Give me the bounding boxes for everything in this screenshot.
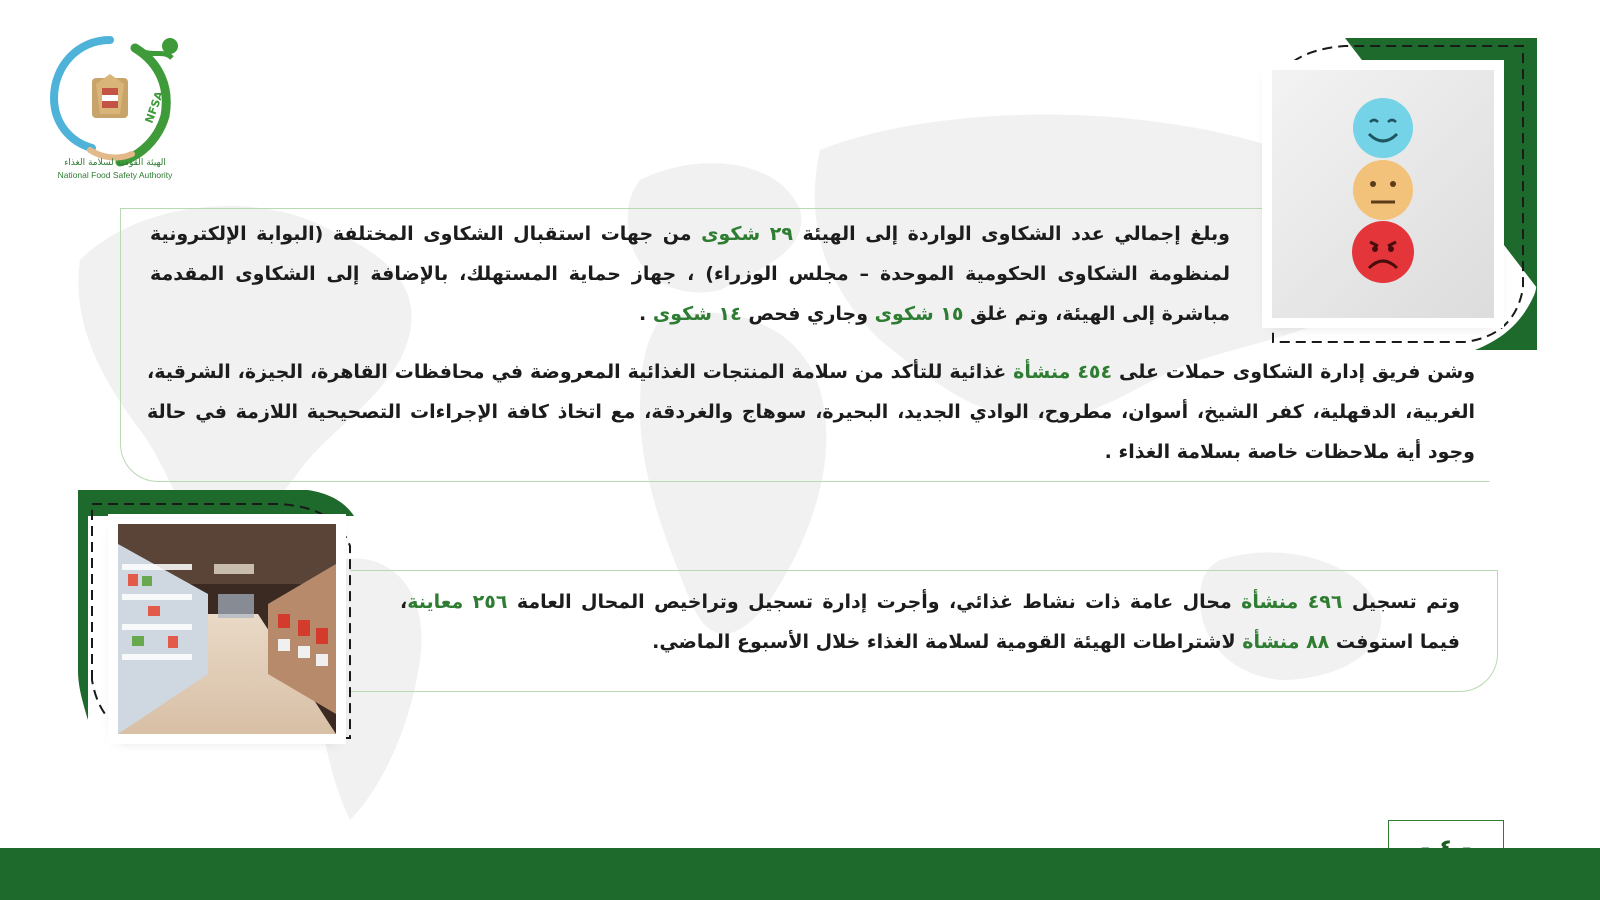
text-span: . — [639, 303, 653, 325]
highlight-facilities-registered: ٤٩٦ منشأة — [1241, 591, 1343, 613]
highlight-complaints-total: ٢٩ شكوى — [701, 223, 793, 245]
highlight-facilities-compliant: ٨٨ منشأة — [1242, 631, 1330, 653]
text-span: وشن فريق إدارة الشكاوى حملات على — [1112, 361, 1476, 383]
text-span: وجاري فحص — [741, 303, 875, 325]
supermarket-aisle-photo — [118, 524, 336, 734]
emoji-faces-illustration — [1272, 70, 1494, 318]
registration-paragraph — [400, 582, 1460, 662]
text-span: وبلغ إجمالي عدد الشكاوى الواردة إلى الهيئة — [792, 223, 1230, 245]
supermarket-aisle-illustration — [118, 524, 336, 734]
text-span: من جهات استقبال الشكاوى المختلفة (البوابة الإلكترونية لمنظومة الشكاوى الحكومية الموحدة – مجلس الوزراء) ، جهاز حماية المستهلك، بالإضافة إلى الشكاوى المقدمة مباشرة إلى الهيئة، وتم غلق — [150, 223, 1230, 325]
text-span: لاشتراطات الهيئة القومية لسلامة الغذاء خلال الأسبوع الماضي. — [652, 631, 1243, 653]
complaints-summary-paragraph — [150, 214, 1230, 334]
text-span: محال عامة ذات نشاط غذائي، وأجرت إدارة تسجيل وتراخيص المحال العامة — [507, 591, 1242, 613]
highlight-inspections: ٢٥٦ معاينة — [407, 591, 508, 613]
highlight-complaints-pending: ١٤ شكوى — [652, 303, 742, 325]
highlight-complaints-closed: ١٥ شكوى — [874, 303, 964, 325]
emoji-rating-photo — [1272, 70, 1494, 318]
logo-english-name: National Food Safety Authority — [57, 170, 173, 180]
text-span: وتم تسجيل — [1342, 591, 1460, 613]
inspection-campaigns-paragraph — [147, 352, 1475, 472]
text-span: ، فيما استوفت — [400, 591, 1460, 653]
text-span: غذائية للتأكد من سلامة المنتجات الغذائية المعروضة في محافظات القاهرة، الجيزة، الشرقية، الغربية، الدقهلية، كفر الشيخ، أسوان، مطروح، الوادي الجديد، البحيرة، سوهاج والغردقة، مع اتخاذ كافة الإجراءات التصحيحية اللازمة في حالة وجود أية ملاحظات خاصة بسلامة الغذاء . — [147, 361, 1475, 463]
logo-arabic-name: الهيئة القومية لسلامة الغذاء — [64, 158, 166, 168]
nfsa-badge-text: NFSA — [142, 89, 167, 126]
footer-bar — [0, 848, 1600, 900]
highlight-facilities-inspected: ٤٥٤ منشأة — [1013, 361, 1113, 383]
